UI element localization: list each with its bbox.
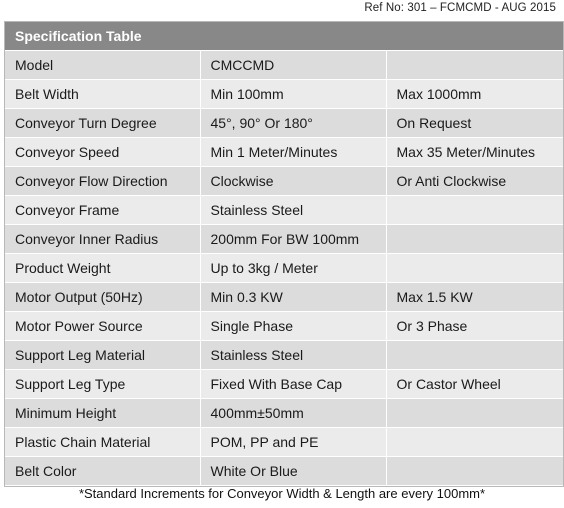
spec-value-cell: Min 0.3 KW bbox=[200, 283, 386, 312]
footnote: *Standard Increments for Conveyor Width & Length are every 100mm* bbox=[78, 486, 486, 501]
spec-value-cell: Single Phase bbox=[200, 312, 386, 341]
spec-name-cell: Conveyor Flow Direction bbox=[5, 167, 200, 196]
spec-extra-cell: Or 3 Phase bbox=[386, 312, 563, 341]
reference-number: Ref No: 301 – FCMCMD - AUG 2015 bbox=[364, 2, 556, 14]
spec-extra-cell bbox=[386, 225, 563, 254]
spec-value-cell: 200mm For BW 100mm bbox=[200, 225, 386, 254]
spec-name-cell: Support Leg Type bbox=[5, 370, 200, 399]
table-row bbox=[5, 457, 563, 486]
spec-extra-cell: On Request bbox=[386, 109, 563, 138]
spec-name-cell: Minimum Height bbox=[5, 399, 200, 428]
table-row bbox=[5, 80, 563, 109]
spec-value-cell: Stainless Steel bbox=[200, 196, 386, 225]
table-row bbox=[5, 370, 563, 399]
spec-name-cell: Conveyor Frame bbox=[5, 196, 200, 225]
spec-value-cell: Up to 3kg / Meter bbox=[200, 254, 386, 283]
spec-name-cell: Conveyor Turn Degree bbox=[5, 109, 200, 138]
table-row bbox=[5, 428, 563, 457]
spec-name-cell: Belt Color bbox=[5, 457, 200, 486]
spec-extra-cell bbox=[386, 341, 563, 370]
spec-value-cell: Min 1 Meter/Minutes bbox=[200, 138, 386, 167]
spec-extra-cell: Max 1.5 KW bbox=[386, 283, 563, 312]
table-row bbox=[5, 341, 563, 370]
spec-name-cell: Belt Width bbox=[5, 80, 200, 109]
table-row bbox=[5, 167, 563, 196]
spec-name-cell: Product Weight bbox=[5, 254, 200, 283]
specification-table bbox=[4, 21, 564, 487]
spec-name-cell: Conveyor Inner Radius bbox=[5, 225, 200, 254]
spec-extra-cell bbox=[386, 399, 563, 428]
spec-name-cell: Motor Output (50Hz) bbox=[5, 283, 200, 312]
table-row bbox=[5, 51, 563, 80]
spec-name-cell: Model bbox=[5, 51, 200, 80]
spec-name-cell: Support Leg Material bbox=[5, 341, 200, 370]
spec-extra-cell bbox=[386, 457, 563, 486]
table-row bbox=[5, 225, 563, 254]
spec-extra-cell: Max 1000mm bbox=[386, 80, 563, 109]
spec-value-cell: Fixed With Base Cap bbox=[200, 370, 386, 399]
spec-value-cell: Stainless Steel bbox=[200, 341, 386, 370]
spec-extra-cell: Or Anti Clockwise bbox=[386, 167, 563, 196]
spec-name-cell: Conveyor Speed bbox=[5, 138, 200, 167]
spec-extra-cell bbox=[386, 254, 563, 283]
spec-extra-cell: Max 35 Meter/Minutes bbox=[386, 138, 563, 167]
spec-value-cell: White Or Blue bbox=[200, 457, 386, 486]
spec-extra-cell bbox=[386, 428, 563, 457]
table-row bbox=[5, 312, 563, 341]
spec-extra-cell bbox=[386, 196, 563, 225]
table-title: Specification Table bbox=[5, 22, 563, 51]
spec-value-cell: POM, PP and PE bbox=[200, 428, 386, 457]
table-row bbox=[5, 138, 563, 167]
table-row bbox=[5, 254, 563, 283]
spec-value-cell: CMCCMD bbox=[200, 51, 386, 80]
spec-extra-cell bbox=[386, 51, 563, 80]
spec-grid bbox=[5, 51, 563, 486]
table-row bbox=[5, 283, 563, 312]
table-row bbox=[5, 196, 563, 225]
spec-extra-cell: Or Castor Wheel bbox=[386, 370, 563, 399]
spec-value-cell: Clockwise bbox=[200, 167, 386, 196]
table-row bbox=[5, 109, 563, 138]
spec-value-cell: 400mm±50mm bbox=[200, 399, 386, 428]
spec-value-cell: 45°, 90° Or 180° bbox=[200, 109, 386, 138]
spec-value-cell: Min 100mm bbox=[200, 80, 386, 109]
spec-name-cell: Motor Power Source bbox=[5, 312, 200, 341]
table-row bbox=[5, 399, 563, 428]
spec-name-cell: Plastic Chain Material bbox=[5, 428, 200, 457]
